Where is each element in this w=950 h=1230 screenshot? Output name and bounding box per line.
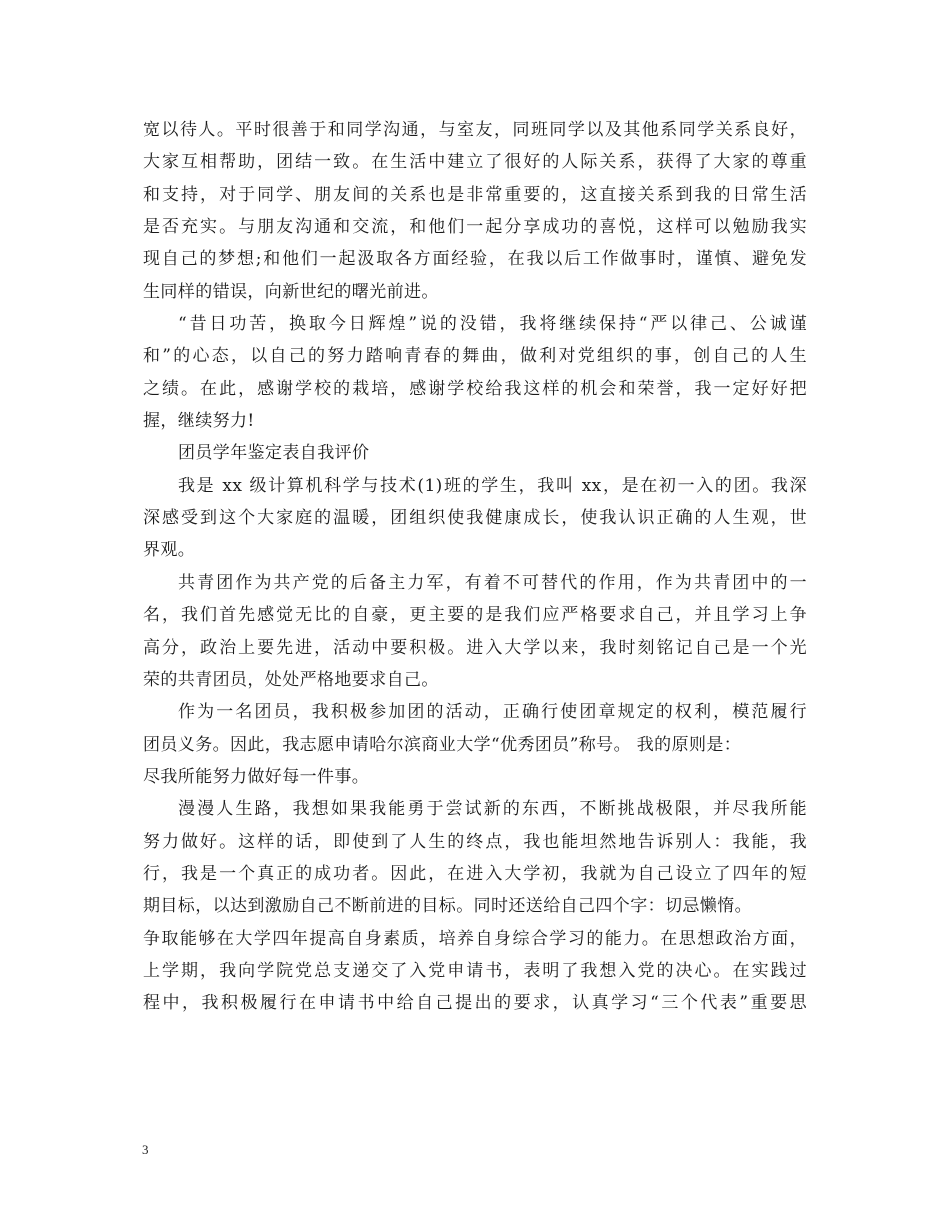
text-line: 上学期，我向学院党总支递交了入党申请书，表明了我想入党的决心。在实践过 bbox=[143, 960, 807, 981]
text-line: 作为一名团员，我积极参加团的活动，正确行使团章规定的权利，模范履行 bbox=[178, 702, 807, 723]
text-line: “昔日功苦，换取今日辉煌”说的没错，我将继续保持“严以律己、公诚谨 bbox=[178, 314, 807, 335]
text-line: 尽我所能努力做好每一件事。 bbox=[143, 766, 370, 787]
text-line: 握，继续努力! bbox=[143, 411, 255, 432]
text-line: 和支持，对于同学、朋友间的关系也是非常重要的，这直接关系到我的日常生活 bbox=[143, 184, 807, 205]
text-line: 之绩。在此，感谢学校的栽培，感谢学校给我这样的机会和荣誉，我一定好好把 bbox=[143, 378, 807, 399]
text-line: 荣的共青团员，处处严格地要求自己。 bbox=[143, 669, 439, 690]
body-text bbox=[143, 114, 807, 1020]
text-line: 努力做好。这样的话，即使到了人生的终点，我也能坦然地告诉别人：我能，我 bbox=[143, 831, 807, 852]
text-line: 高分，政治上要先进，活动中要积极。进入大学以来，我时刻铭记自己是一个光 bbox=[143, 637, 807, 658]
page-number: 3 bbox=[142, 1142, 149, 1157]
text-line: 宽以待人。平时很善于和同学沟通，与室友，同班同学以及其他系同学关系良好， bbox=[143, 120, 807, 140]
text-line: 名，我们首先感觉无比的自豪，更主要的是我们应严格要求自己，并且学习上争 bbox=[143, 605, 807, 626]
text-line: 是否充实。与朋友沟通和交流，和他们一起分享成功的喜悦，这样可以勉励我实 bbox=[143, 217, 807, 238]
text-line: 生同样的错误，向新世纪的曙光前进。 bbox=[143, 281, 439, 302]
text-line: 行，我是一个真正的成功者。因此，在进入大学初，我就为自己设立了四年的短 bbox=[143, 863, 807, 884]
text-line: 漫漫人生路，我想如果我能勇于尝试新的东西，不断挑战极限，并尽我所能 bbox=[178, 799, 807, 820]
section-heading: 团员学年鉴定表自我评价 bbox=[178, 443, 370, 464]
text-line: 界观。 bbox=[143, 540, 196, 561]
text-line: 共青团作为共产党的后备主力军，有着不可替代的作用，作为共青团中的一 bbox=[178, 572, 807, 593]
text-line: 现自己的梦想;和他们一起汲取各方面经验，在我以后工作做事时，谨慎、避免发 bbox=[143, 249, 807, 270]
text-line: 团员义务。因此，我志愿申请哈尔滨商业大学“优秀团员”称号。 我的原则是： bbox=[143, 734, 742, 755]
text-line: 争取能够在大学四年提高自身素质，培养自身综合学习的能力。在思想政治方面， bbox=[143, 928, 807, 949]
text-line: 深感受到这个大家庭的温暖，团组织使我健康成长，使我认识正确的人生观，世 bbox=[143, 508, 807, 529]
text-line: 我是 xx 级计算机科学与技术(1)班的学生，我叫 xx，是在初一入的团。我深 bbox=[178, 475, 807, 496]
text-line: 期目标，以达到激励自己不断前进的目标。同时还送给自己四个字：切忌懒惰。 bbox=[143, 896, 752, 917]
text-line: 和”的心态，以自己的努力踏响青春的舞曲，做利对党组织的事，创自己的人生 bbox=[143, 346, 807, 367]
text-line: 大家互相帮助，团结一致。在生活中建立了很好的人际关系，获得了大家的尊重 bbox=[143, 152, 807, 173]
text-line: 程中，我积极履行在申请书中给自己提出的要求，认真学习“三个代表”重要思 bbox=[143, 993, 807, 1014]
